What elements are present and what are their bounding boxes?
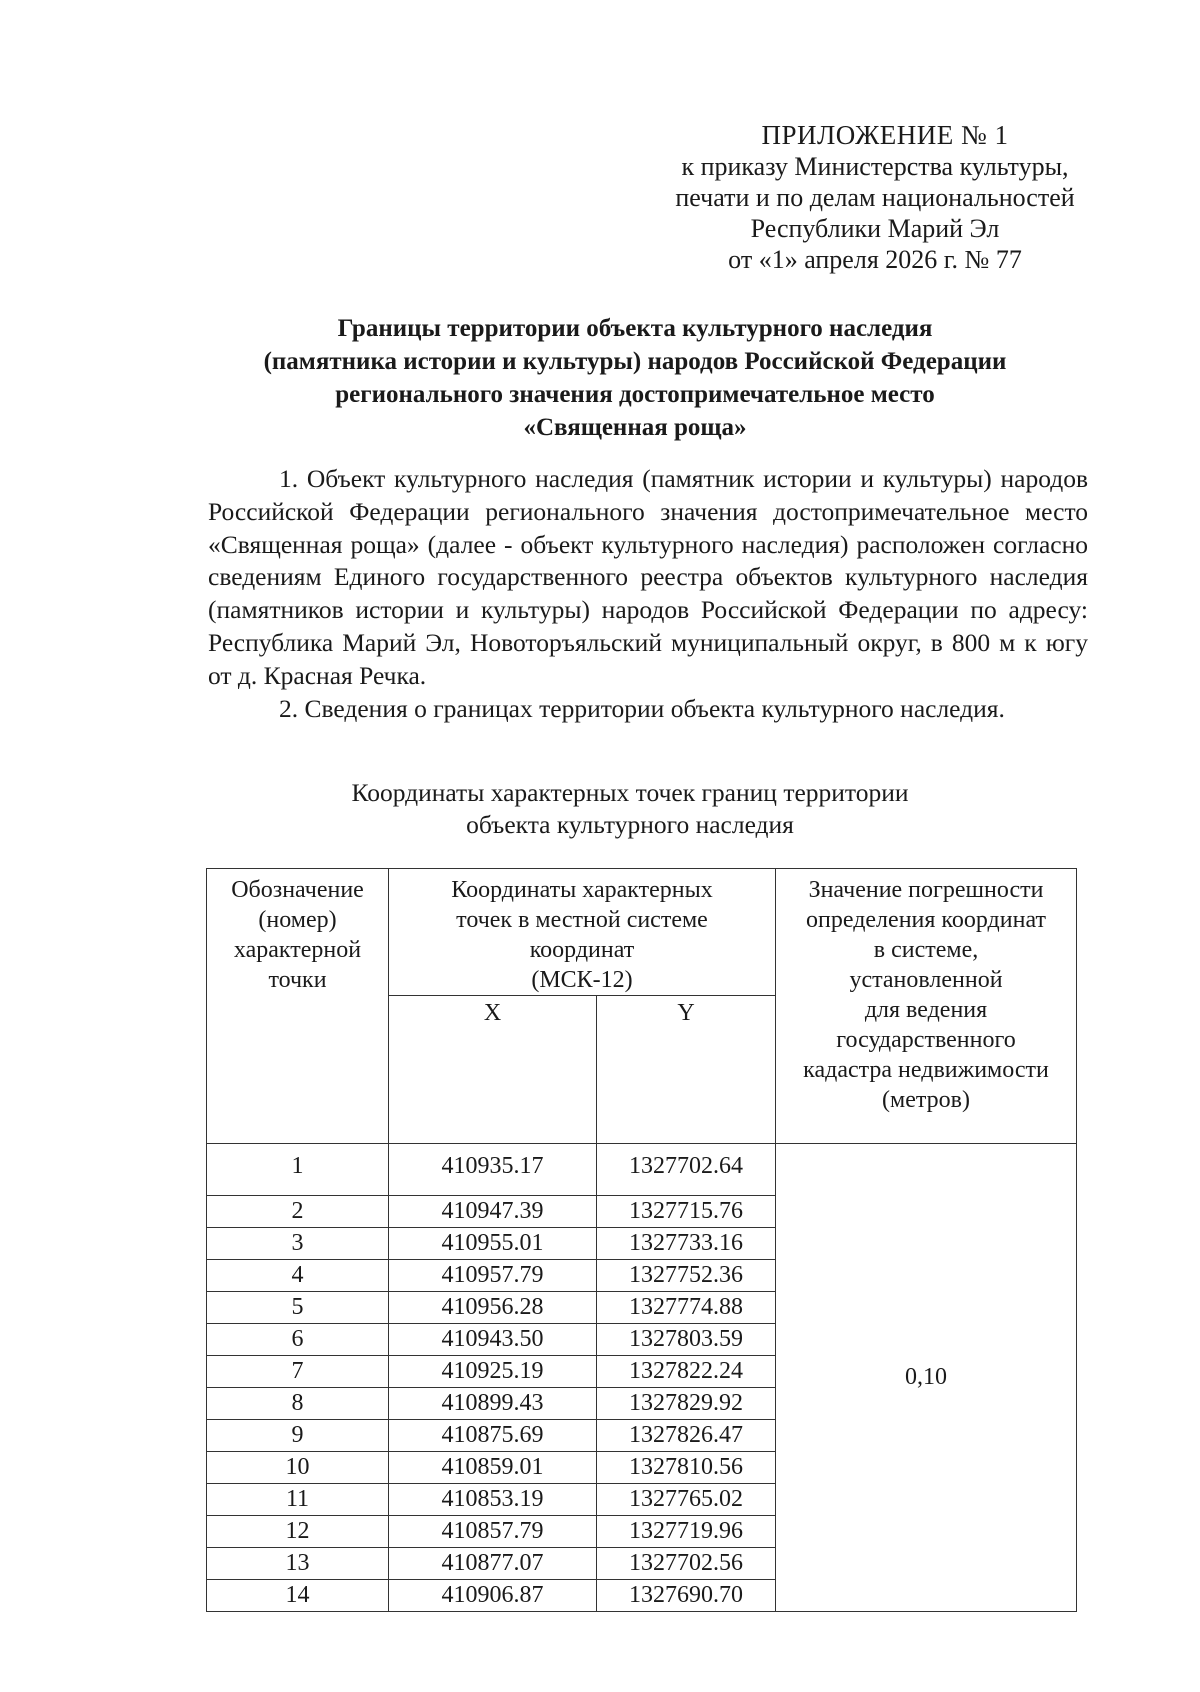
point-number-cell: 14 bbox=[207, 1580, 389, 1612]
x-coordinate-cell: 410853.19 bbox=[389, 1484, 597, 1516]
header-line: Координаты характерных bbox=[451, 877, 713, 903]
error-value-cell: 0,10 bbox=[776, 1144, 1077, 1612]
appendix-title: ПРИЛОЖЕНИЕ № 1 bbox=[761, 120, 1009, 150]
point-number-cell: 13 bbox=[207, 1548, 389, 1580]
y-coordinate-cell: 1327715.76 bbox=[597, 1196, 776, 1228]
table-header-row bbox=[207, 869, 1077, 996]
y-coordinate-cell: 1327826.47 bbox=[597, 1420, 776, 1452]
x-coordinate-cell: 410906.87 bbox=[389, 1580, 597, 1612]
paragraph-2: 2. Сведения о границах территории объекта культурного наследия. bbox=[279, 693, 1005, 723]
x-coordinate-cell: 410877.07 bbox=[389, 1548, 597, 1580]
coordinates-table bbox=[206, 868, 1077, 1612]
x-coordinate-cell: 410859.01 bbox=[389, 1452, 597, 1484]
x-coordinate-cell: 410957.79 bbox=[389, 1260, 597, 1292]
y-coordinate-cell: 1327803.59 bbox=[597, 1324, 776, 1356]
x-coordinate-cell: 410943.50 bbox=[389, 1324, 597, 1356]
x-coordinate-cell: 410935.17 bbox=[389, 1144, 597, 1196]
point-number-cell: 6 bbox=[207, 1324, 389, 1356]
paragraph-1: 1. Объект культурного наследия (памятник истории и культуры) народов Российской Федерации регионального значения достопримечательное место «Священная роща» (далее - объект культурного наследия) расположен согласно сведениям Единого государственного реестра объектов культурного наследия (памятников истории и культуры) народов Российской Федерации по адресу: Республика Марий Эл, Новоторъяльский муниципальный округ, в 800 м к югу от д. Красная Речка. bbox=[208, 464, 1088, 690]
point-number-cell: 12 bbox=[207, 1516, 389, 1548]
point-number-cell: 11 bbox=[207, 1484, 389, 1516]
header-line: координат bbox=[529, 937, 635, 963]
point-number-cell: 10 bbox=[207, 1452, 389, 1484]
appendix-block bbox=[640, 120, 1110, 275]
header-point-number bbox=[207, 869, 389, 1144]
y-coordinate-cell: 1327690.70 bbox=[597, 1580, 776, 1612]
title-line: (памятника истории и культуры) народов Российской Федерации bbox=[263, 348, 1007, 375]
header-coordinates bbox=[389, 869, 776, 996]
y-coordinate-cell: 1327822.24 bbox=[597, 1356, 776, 1388]
appendix-line: к приказу Министерства культуры, bbox=[681, 152, 1069, 181]
title-line: «Священная роща» bbox=[523, 414, 747, 441]
appendix-line: Республики Марий Эл bbox=[750, 214, 1000, 243]
x-coordinate-cell: 410899.43 bbox=[389, 1388, 597, 1420]
y-coordinate-cell: 1327810.56 bbox=[597, 1452, 776, 1484]
header-error bbox=[776, 869, 1077, 1144]
header-line: государственного bbox=[836, 1027, 1016, 1053]
table-row bbox=[207, 1144, 1077, 1196]
point-number-cell: 5 bbox=[207, 1292, 389, 1324]
caption-line: Координаты характерных точек границ территории bbox=[351, 778, 909, 807]
x-coordinate-cell: 410857.79 bbox=[389, 1516, 597, 1548]
caption-line: объекта культурного наследия bbox=[466, 810, 794, 839]
point-number-cell: 4 bbox=[207, 1260, 389, 1292]
y-coordinate-cell: 1327702.56 bbox=[597, 1548, 776, 1580]
header-line: (МСК-12) bbox=[531, 967, 633, 993]
header-line: установленной bbox=[849, 967, 1003, 993]
appendix-line: печати и по делам национальностей bbox=[675, 183, 1075, 212]
y-coordinate-cell: 1327829.92 bbox=[597, 1388, 776, 1420]
point-number-cell: 9 bbox=[207, 1420, 389, 1452]
header-line: Обозначение bbox=[231, 877, 364, 903]
point-number-cell: 2 bbox=[207, 1196, 389, 1228]
point-number-cell: 1 bbox=[207, 1144, 389, 1196]
document-title bbox=[200, 312, 1070, 444]
y-coordinate-cell: 1327719.96 bbox=[597, 1516, 776, 1548]
header-line: определения координат bbox=[806, 907, 1046, 933]
header-line: (метров) bbox=[882, 1087, 970, 1113]
header-line: Значение погрешности bbox=[808, 877, 1044, 903]
header-line: точек в местной системе bbox=[456, 907, 708, 933]
header-line: кадастра недвижимости bbox=[803, 1057, 1049, 1083]
x-coordinate-cell: 410947.39 bbox=[389, 1196, 597, 1228]
y-coordinate-cell: 1327752.36 bbox=[597, 1260, 776, 1292]
point-number-cell: 8 bbox=[207, 1388, 389, 1420]
title-line: регионального значения достопримечательное место bbox=[335, 381, 935, 408]
x-coordinate-cell: 410925.19 bbox=[389, 1356, 597, 1388]
header-line: для ведения bbox=[864, 997, 988, 1023]
y-coordinate-cell: 1327774.88 bbox=[597, 1292, 776, 1324]
y-coordinate-cell: 1327765.02 bbox=[597, 1484, 776, 1516]
body-text bbox=[208, 463, 1088, 725]
x-coordinate-cell: 410956.28 bbox=[389, 1292, 597, 1324]
header-line: точки bbox=[268, 967, 327, 993]
x-coordinate-cell: 410875.69 bbox=[389, 1420, 597, 1452]
header-line: характерной bbox=[233, 937, 362, 963]
header-line: (номер) bbox=[258, 907, 337, 933]
point-number-cell: 3 bbox=[207, 1228, 389, 1260]
title-line: Границы территории объекта культурного наследия bbox=[337, 315, 933, 342]
appendix-date-line: от «1» апреля 2026 г. № 77 bbox=[728, 245, 1022, 274]
y-coordinate-cell: 1327702.64 bbox=[597, 1144, 776, 1196]
x-coordinate-cell: 410955.01 bbox=[389, 1228, 597, 1260]
y-coordinate-cell: 1327733.16 bbox=[597, 1228, 776, 1260]
header-line: в системе, bbox=[873, 937, 979, 963]
table-caption bbox=[250, 777, 1010, 841]
header-x: X bbox=[389, 996, 597, 1144]
header-y: Y bbox=[597, 996, 776, 1144]
point-number-cell: 7 bbox=[207, 1356, 389, 1388]
